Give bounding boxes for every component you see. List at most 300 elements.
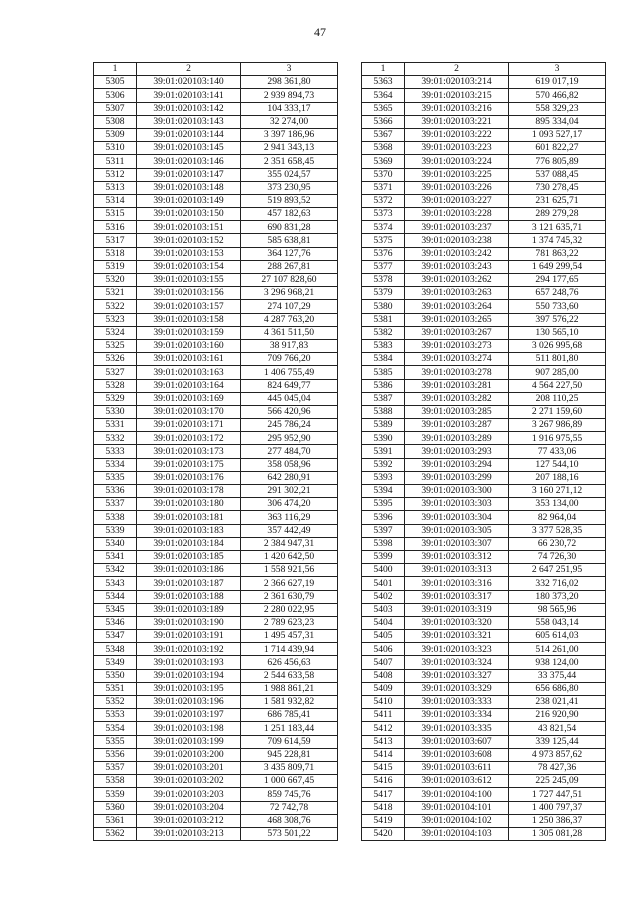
cadastral-number-cell: 39:01:020103:305 (405, 524, 509, 537)
table-row (94, 353, 338, 366)
value-cell: 3 026 995,68 (509, 339, 606, 352)
row-number-cell: 5313 (94, 181, 137, 194)
value-cell: 355 024,57 (241, 168, 338, 181)
value-cell: 397 576,22 (509, 313, 606, 326)
row-number-cell: 5340 (94, 537, 137, 550)
row-number-cell: 5410 (362, 696, 405, 709)
cadastral-number-cell: 39:01:020103:204 (137, 801, 241, 814)
header-col-3: 3 (241, 63, 338, 76)
cadastral-number-cell: 39:01:020103:199 (137, 735, 241, 748)
row-number-cell: 5312 (94, 168, 137, 181)
table-row (94, 603, 338, 616)
value-cell: 294 177,65 (509, 274, 606, 287)
row-number-cell: 5420 (362, 827, 405, 840)
value-cell: 1 714 439,94 (241, 643, 338, 656)
cadastral-number-cell: 39:01:020103:156 (137, 287, 241, 300)
cadastral-number-cell: 39:01:020103:285 (405, 405, 509, 418)
row-number-cell: 5331 (94, 419, 137, 432)
value-cell: 1 581 932,82 (241, 696, 338, 709)
cadastral-number-cell: 39:01:020103:300 (405, 485, 509, 498)
cadastral-number-cell: 39:01:020103:187 (137, 577, 241, 590)
value-cell: 2 939 894,73 (241, 89, 338, 102)
value-cell: 2 941 343,13 (241, 142, 338, 155)
cadastral-number-cell: 39:01:020103:215 (405, 89, 509, 102)
row-number-cell: 5337 (94, 498, 137, 511)
value-cell: 364 127,76 (241, 247, 338, 260)
cadastral-number-cell: 39:01:020103:334 (405, 709, 509, 722)
row-number-cell: 5357 (94, 761, 137, 774)
row-number-cell: 5325 (94, 339, 137, 352)
row-number-cell: 5383 (362, 339, 405, 352)
cadastral-number-cell: 39:01:020103:153 (137, 247, 241, 260)
cadastral-number-cell: 39:01:020103:612 (405, 775, 509, 788)
cadastral-number-cell: 39:01:020103:152 (137, 234, 241, 247)
cadastral-number-cell: 39:01:020103:335 (405, 722, 509, 735)
row-number-cell: 5403 (362, 603, 405, 616)
table-row (362, 155, 606, 168)
row-number-cell: 5375 (362, 234, 405, 247)
value-cell: 363 116,29 (241, 511, 338, 524)
table-row (362, 326, 606, 339)
value-cell: 98 565,96 (509, 603, 606, 616)
cadastral-number-cell: 39:01:020103:225 (405, 168, 509, 181)
table-row (94, 326, 338, 339)
row-number-cell: 5347 (94, 630, 137, 643)
row-number-cell: 5373 (362, 208, 405, 221)
cadastral-number-cell: 39:01:020103:175 (137, 458, 241, 471)
value-cell: 781 863,22 (509, 247, 606, 260)
value-cell: 2 789 623,23 (241, 616, 338, 629)
row-number-cell: 5326 (94, 353, 137, 366)
cadastral-number-cell: 39:01:020103:196 (137, 696, 241, 709)
table-row (362, 669, 606, 682)
cadastral-number-cell: 39:01:020104:100 (405, 788, 509, 801)
table-row (94, 208, 338, 221)
value-cell: 295 952,90 (241, 432, 338, 445)
cadastral-number-cell: 39:01:020103:611 (405, 761, 509, 774)
table-row (362, 260, 606, 273)
cadastral-number-cell: 39:01:020103:154 (137, 260, 241, 273)
value-cell: 445 045,04 (241, 392, 338, 405)
cadastral-number-cell: 39:01:020103:147 (137, 168, 241, 181)
row-number-cell: 5353 (94, 709, 137, 722)
cadastral-number-cell: 39:01:020103:155 (137, 274, 241, 287)
table-row (94, 247, 338, 260)
row-number-cell: 5334 (94, 458, 137, 471)
table-row (362, 313, 606, 326)
table-row (362, 445, 606, 458)
cadastral-number-cell: 39:01:020103:181 (137, 511, 241, 524)
table-row (362, 168, 606, 181)
value-cell: 573 501,22 (241, 827, 338, 840)
value-cell: 558 329,23 (509, 102, 606, 115)
cadastral-number-cell: 39:01:020103:321 (405, 630, 509, 643)
table-row (94, 458, 338, 471)
value-cell: 3 397 186,96 (241, 128, 338, 141)
cadastral-number-cell: 39:01:020103:293 (405, 445, 509, 458)
table-row (362, 603, 606, 616)
row-number-cell: 5377 (362, 260, 405, 273)
value-cell: 339 125,44 (509, 735, 606, 748)
value-cell: 566 420,96 (241, 405, 338, 418)
cadastral-number-cell: 39:01:020103:186 (137, 564, 241, 577)
value-cell: 2 361 630,79 (241, 590, 338, 603)
value-cell: 690 831,28 (241, 221, 338, 234)
cadastral-number-cell: 39:01:020103:142 (137, 102, 241, 115)
table-row (94, 761, 338, 774)
table-row (94, 682, 338, 695)
cadastral-number-cell: 39:01:020103:212 (137, 814, 241, 827)
value-cell: 288 267,81 (241, 260, 338, 273)
value-cell: 1 495 457,31 (241, 630, 338, 643)
row-number-cell: 5318 (94, 247, 137, 260)
table-row (362, 775, 606, 788)
cadastral-number-cell: 39:01:020104:103 (405, 827, 509, 840)
table-row (94, 432, 338, 445)
cadastral-number-cell: 39:01:020103:607 (405, 735, 509, 748)
table-row (362, 234, 606, 247)
value-cell: 180 373,20 (509, 590, 606, 603)
cadastral-number-cell: 39:01:020103:146 (137, 155, 241, 168)
value-cell: 945 228,81 (241, 748, 338, 761)
table-row (94, 260, 338, 273)
row-number-cell: 5306 (94, 89, 137, 102)
value-cell: 3 296 968,21 (241, 287, 338, 300)
row-number-cell: 5355 (94, 735, 137, 748)
value-cell: 626 456,63 (241, 656, 338, 669)
cadastral-number-cell: 39:01:020103:214 (405, 76, 509, 89)
table-row (94, 775, 338, 788)
value-cell: 514 261,00 (509, 643, 606, 656)
cadastral-number-cell: 39:01:020103:151 (137, 221, 241, 234)
table-row (362, 761, 606, 774)
table-row (94, 300, 338, 313)
table-row (362, 485, 606, 498)
value-cell: 358 058,96 (241, 458, 338, 471)
table-row (94, 801, 338, 814)
row-number-cell: 5348 (94, 643, 137, 656)
cadastral-number-cell: 39:01:020103:319 (405, 603, 509, 616)
row-number-cell: 5352 (94, 696, 137, 709)
value-cell: 1 727 447,51 (509, 788, 606, 801)
table-row (362, 76, 606, 89)
value-cell: 519 893,52 (241, 194, 338, 207)
row-number-cell: 5330 (94, 405, 137, 418)
table-row (94, 577, 338, 590)
row-number-cell: 5370 (362, 168, 405, 181)
value-cell: 2 366 627,19 (241, 577, 338, 590)
value-cell: 619 017,19 (509, 76, 606, 89)
value-cell: 332 716,02 (509, 577, 606, 590)
value-cell: 289 279,28 (509, 208, 606, 221)
table-row (94, 788, 338, 801)
row-number-cell: 5356 (94, 748, 137, 761)
row-number-cell: 5369 (362, 155, 405, 168)
table-row (362, 616, 606, 629)
cadastral-number-cell: 39:01:020103:323 (405, 643, 509, 656)
row-number-cell: 5345 (94, 603, 137, 616)
cadastral-number-cell: 39:01:020103:327 (405, 669, 509, 682)
table-row (94, 656, 338, 669)
table-row (94, 709, 338, 722)
row-number-cell: 5372 (362, 194, 405, 207)
table-row (362, 274, 606, 287)
cadastral-number-cell: 39:01:020103:273 (405, 339, 509, 352)
value-cell: 4 973 857,62 (509, 748, 606, 761)
table-row (94, 735, 338, 748)
cadastral-number-cell: 39:01:020103:278 (405, 366, 509, 379)
table-row (94, 115, 338, 128)
cadastral-number-cell: 39:01:020103:171 (137, 419, 241, 432)
row-number-cell: 5339 (94, 524, 137, 537)
cadastral-number-cell: 39:01:020103:185 (137, 550, 241, 563)
cadastral-number-cell: 39:01:020103:183 (137, 524, 241, 537)
value-cell: 2 280 022,95 (241, 603, 338, 616)
value-cell: 38 917,83 (241, 339, 338, 352)
table-row (362, 115, 606, 128)
table-row (94, 379, 338, 392)
row-number-cell: 5406 (362, 643, 405, 656)
cadastral-number-cell: 39:01:020103:158 (137, 313, 241, 326)
table-row (362, 194, 606, 207)
cadastral-number-cell: 39:01:020103:197 (137, 709, 241, 722)
cadastral-number-cell: 39:01:020103:163 (137, 366, 241, 379)
table-row (94, 287, 338, 300)
cadastral-number-cell: 39:01:020103:267 (405, 326, 509, 339)
table-row (94, 366, 338, 379)
row-number-cell: 5416 (362, 775, 405, 788)
header-col-1: 1 (362, 63, 405, 76)
row-number-cell: 5363 (362, 76, 405, 89)
row-number-cell: 5419 (362, 814, 405, 827)
cadastral-number-cell: 39:01:020103:294 (405, 458, 509, 471)
cadastral-number-cell: 39:01:020103:203 (137, 788, 241, 801)
table-row (94, 168, 338, 181)
table-row (362, 748, 606, 761)
value-cell: 130 565,10 (509, 326, 606, 339)
cadastral-number-cell: 39:01:020103:191 (137, 630, 241, 643)
value-cell: 457 182,63 (241, 208, 338, 221)
value-cell: 1 251 183,44 (241, 722, 338, 735)
cadastral-number-cell: 39:01:020103:189 (137, 603, 241, 616)
cadastral-number-cell: 39:01:020103:213 (137, 827, 241, 840)
table-row (94, 498, 338, 511)
table-row (94, 181, 338, 194)
row-number-cell: 5384 (362, 353, 405, 366)
value-cell: 558 043,14 (509, 616, 606, 629)
row-number-cell: 5417 (362, 788, 405, 801)
cadastral-number-cell: 39:01:020103:190 (137, 616, 241, 629)
table-row (362, 524, 606, 537)
cadastral-number-cell: 39:01:020103:303 (405, 498, 509, 511)
table-row (94, 524, 338, 537)
value-cell: 2 271 159,60 (509, 405, 606, 418)
cadastral-number-cell: 39:01:020103:161 (137, 353, 241, 366)
row-number-cell: 5314 (94, 194, 137, 207)
row-number-cell: 5321 (94, 287, 137, 300)
table-row (362, 142, 606, 155)
value-cell: 274 107,29 (241, 300, 338, 313)
value-cell: 216 920,90 (509, 709, 606, 722)
table-row (94, 630, 338, 643)
value-cell: 1 988 861,21 (241, 682, 338, 695)
row-number-cell: 5396 (362, 511, 405, 524)
value-cell: 656 686,80 (509, 682, 606, 695)
value-cell: 291 302,21 (241, 485, 338, 498)
table-row (94, 590, 338, 603)
value-cell: 3 267 986,89 (509, 419, 606, 432)
table-row (362, 339, 606, 352)
row-number-cell: 5329 (94, 392, 137, 405)
row-number-cell: 5341 (94, 550, 137, 563)
table-row (362, 287, 606, 300)
table-row (362, 221, 606, 234)
table-row (94, 76, 338, 89)
table-row (94, 221, 338, 234)
cadastral-number-cell: 39:01:020103:282 (405, 392, 509, 405)
cadastral-number-cell: 39:01:020103:223 (405, 142, 509, 155)
row-number-cell: 5319 (94, 260, 137, 273)
row-number-cell: 5408 (362, 669, 405, 682)
cadastral-number-cell: 39:01:020103:317 (405, 590, 509, 603)
value-cell: 208 110,25 (509, 392, 606, 405)
table-row (362, 511, 606, 524)
value-cell: 2 544 633,58 (241, 669, 338, 682)
value-cell: 605 614,03 (509, 630, 606, 643)
row-number-cell: 5412 (362, 722, 405, 735)
table-row (362, 801, 606, 814)
cadastral-number-cell: 39:01:020103:200 (137, 748, 241, 761)
table-row (362, 419, 606, 432)
cadastral-number-cell: 39:01:020103:188 (137, 590, 241, 603)
value-cell: 907 285,00 (509, 366, 606, 379)
cadastral-number-cell: 39:01:020103:263 (405, 287, 509, 300)
registry-table-right (361, 62, 606, 841)
value-cell: 537 088,45 (509, 168, 606, 181)
cadastral-number-cell: 39:01:020103:195 (137, 682, 241, 695)
value-cell: 642 280,91 (241, 471, 338, 484)
table-row (362, 682, 606, 695)
registry-table-left (93, 62, 338, 841)
row-number-cell: 5376 (362, 247, 405, 260)
row-number-cell: 5404 (362, 616, 405, 629)
table-header-row (362, 63, 606, 76)
value-cell: 709 766,20 (241, 353, 338, 366)
row-number-cell: 5307 (94, 102, 137, 115)
value-cell: 43 821,54 (509, 722, 606, 735)
value-cell: 2 384 947,31 (241, 537, 338, 550)
row-number-cell: 5311 (94, 155, 137, 168)
value-cell: 468 308,76 (241, 814, 338, 827)
cadastral-number-cell: 39:01:020103:316 (405, 577, 509, 590)
table-row (362, 550, 606, 563)
row-number-cell: 5308 (94, 115, 137, 128)
value-cell: 72 742,78 (241, 801, 338, 814)
cadastral-number-cell: 39:01:020103:198 (137, 722, 241, 735)
row-number-cell: 5414 (362, 748, 405, 761)
row-number-cell: 5415 (362, 761, 405, 774)
row-number-cell: 5390 (362, 432, 405, 445)
value-cell: 938 124,00 (509, 656, 606, 669)
table-row (362, 814, 606, 827)
row-number-cell: 5360 (94, 801, 137, 814)
value-cell: 1 649 299,54 (509, 260, 606, 273)
table-row (94, 748, 338, 761)
value-cell: 2 647 251,95 (509, 564, 606, 577)
row-number-cell: 5333 (94, 445, 137, 458)
row-number-cell: 5382 (362, 326, 405, 339)
value-cell: 686 785,41 (241, 709, 338, 722)
row-number-cell: 5316 (94, 221, 137, 234)
row-number-cell: 5381 (362, 313, 405, 326)
table-row (362, 102, 606, 115)
row-number-cell: 5346 (94, 616, 137, 629)
table-row (94, 142, 338, 155)
table-row (94, 485, 338, 498)
cadastral-number-cell: 39:01:020103:144 (137, 128, 241, 141)
cadastral-number-cell: 39:01:020103:307 (405, 537, 509, 550)
cadastral-number-cell: 39:01:020103:149 (137, 194, 241, 207)
table-row (362, 788, 606, 801)
row-number-cell: 5359 (94, 788, 137, 801)
table-row (94, 643, 338, 656)
cadastral-number-cell: 39:01:020103:228 (405, 208, 509, 221)
cadastral-number-cell: 39:01:020103:281 (405, 379, 509, 392)
cadastral-number-cell: 39:01:020103:329 (405, 682, 509, 695)
table-row (94, 511, 338, 524)
value-cell: 127 544,10 (509, 458, 606, 471)
table-row (94, 128, 338, 141)
cadastral-number-cell: 39:01:020103:160 (137, 339, 241, 352)
header-col-2: 2 (405, 63, 509, 76)
row-number-cell: 5323 (94, 313, 137, 326)
row-number-cell: 5407 (362, 656, 405, 669)
row-number-cell: 5367 (362, 128, 405, 141)
table-row (94, 405, 338, 418)
value-cell: 3 435 809,71 (241, 761, 338, 774)
row-number-cell: 5310 (94, 142, 137, 155)
table-row (362, 128, 606, 141)
row-number-cell: 5394 (362, 485, 405, 498)
row-number-cell: 5315 (94, 208, 137, 221)
cadastral-number-cell: 39:01:020103:274 (405, 353, 509, 366)
row-number-cell: 5397 (362, 524, 405, 537)
cadastral-number-cell: 39:01:020103:222 (405, 128, 509, 141)
row-number-cell: 5371 (362, 181, 405, 194)
cadastral-number-cell: 39:01:020103:242 (405, 247, 509, 260)
cadastral-number-cell: 39:01:020103:289 (405, 432, 509, 445)
value-cell: 709 614,59 (241, 735, 338, 748)
cadastral-number-cell: 39:01:020103:216 (405, 102, 509, 115)
row-number-cell: 5389 (362, 419, 405, 432)
cadastral-number-cell: 39:01:020103:180 (137, 498, 241, 511)
table-row (362, 709, 606, 722)
row-number-cell: 5392 (362, 458, 405, 471)
row-number-cell: 5350 (94, 669, 137, 682)
value-cell: 225 245,09 (509, 775, 606, 788)
row-number-cell: 5400 (362, 564, 405, 577)
table-row (362, 656, 606, 669)
value-cell: 74 726,30 (509, 550, 606, 563)
cadastral-number-cell: 39:01:020103:192 (137, 643, 241, 656)
row-number-cell: 5402 (362, 590, 405, 603)
value-cell: 357 442,49 (241, 524, 338, 537)
table-header-row (94, 63, 338, 76)
row-number-cell: 5338 (94, 511, 137, 524)
row-number-cell: 5386 (362, 379, 405, 392)
row-number-cell: 5418 (362, 801, 405, 814)
cadastral-number-cell: 39:01:020103:194 (137, 669, 241, 682)
